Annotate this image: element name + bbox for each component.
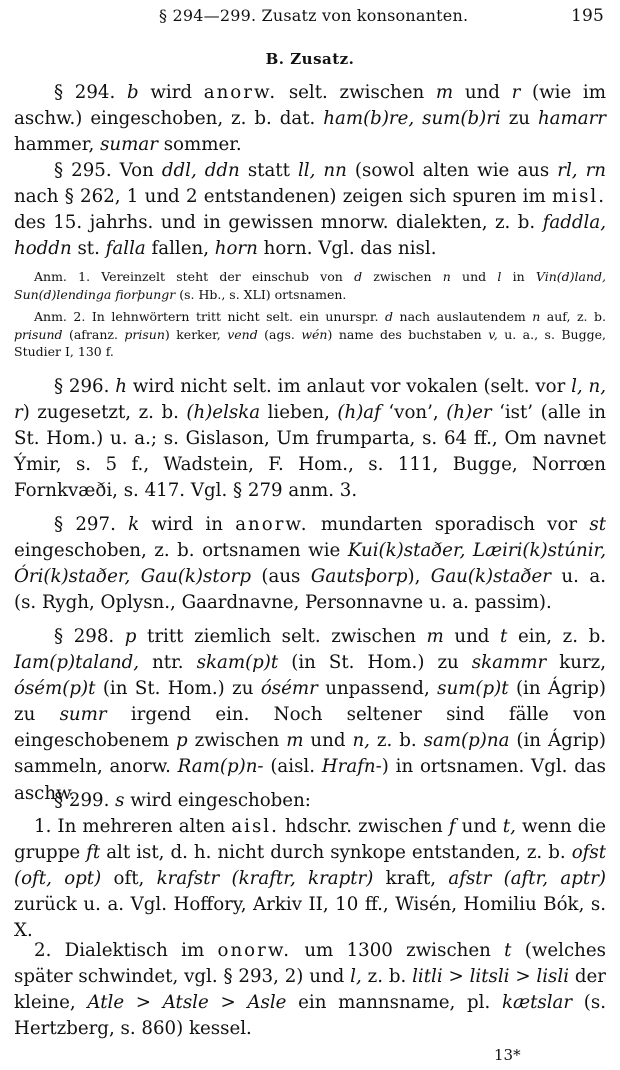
running-title: § 294—299. Zusatz von konsonanten. [159,6,469,25]
paragraph-299-item-2: 2. Dialektisch im onorw. um 1300 zwischen t (welches später schwindet, vgl. § 293, 2) und l, z. b. litli > litsli > lisli der kleine, Atle > Atsle > Asle ein mannsname, pl. kætslar (s. Hertzberg, s. 860) kessel. [14,940,606,1040]
section-title: B. Zusatz. [265,50,355,68]
paragraph-299: § 299. s wird eingeschoben: [54,790,311,811]
note-anm-2: Anm. 2. In lehnwörtern tritt nicht selt. ein unurspr. d nach auslautendem n auf, z. b. prisund (afranz. prisun) kerker, vend (ags. wén) name des buchstaben v, u. a., s. Bugge, Studier I, 130 f. [14,309,606,360]
paragraph-299-item-1: 1. In mehreren alten aisl. hdschr. zwischen f und t, wenn die gruppe ft alt ist, d. h. nicht durch synkope entstanden, z. b. ofst (oft, opt) oft, krafstr (kraftr, kraptr) kraft, afstr (aftr, aptr) zurück u. a. Vgl. Hoffory, Arkiv II, 10 ff., Wisén, Homiliu Bók, s. X. [14,816,607,942]
paragraph-295: § 295. Von ddl, ddn statt ll, nn (sowol alten wie aus rl, rn nach § 262, 1 und 2 entstandenen) zeigen sich spuren im misl. des 15. jahrhs. und in gewissen mnorw. dialekten, z. b. faddla, hoddn st. falla fallen, horn horn. Vgl. das nisl. [14,160,607,260]
paragraph-294: § 294. b wird anorw. selt. zwischen m und r (wie im aschw.) eingeschoben, z. b. dat. ham(b)re, sum(b)ri zu hamarr hammer, sumar sommer. [14,82,606,156]
page-number: 195 [570,6,604,26]
signature-mark: 13* [494,1046,521,1064]
paragraph-298: § 298. p tritt ziemlich selt. zwischen m und t ein, z. b. Iam(p)taland, ntr. skam(p)t (in St. Hom.) zu skammr kurz, ósém(p)t (in St. Hom.) zu ósémr unpassend, sum(p)t (in Ágrip) zu sumr irgend ein. Noch seltener sind fälle von eingeschobenem p zwischen m und n, z. b. sam(p)na (in Ágrip) sammeln, anorw. Ram(p)n- (aisl. Hrafn-) in ortsnamen. Vgl. das aschw. [14,626,607,804]
note-anm-1: Anm. 1. Vereinzelt steht der einschub von d zwischen n und l in Vin(d)land, Sun(d)lendinga fiorþungr (s. Hb., s. XLI) ortsnamen. [14,269,606,302]
paragraph-296: § 296. h wird nicht selt. im anlaut vor vokalen (selt. vor l, n, r) zugesetzt, z. b. (h)elska lieben, (h)af ‘von’, (h)er ‘ist’ (alle in St. Hom.) u. a.; s. Gislason, Um frumparta, s. 64 ff., Om navnet Ýmir, s. 5 f., Wadstein, F. Hom., s. 111, Bugge, Norrœn Fornkvæði, s. 417. Vgl. § 279 anm. 3. [14,376,607,502]
paragraph-297: § 297. k wird in anorw. mundarten sporadisch vor st eingeschoben, z. b. ortsnamen wie Kui(k)staðer, Læiri(k)stúnir, Óri(k)staðer, Gau(k)storp (aus Gautsþorp), Gau(k)staðer u. a. (s. Rygh, Oplysn., Gaardnavne, Personnavne u. a. passim). [14,514,607,614]
running-header [14,6,606,30]
